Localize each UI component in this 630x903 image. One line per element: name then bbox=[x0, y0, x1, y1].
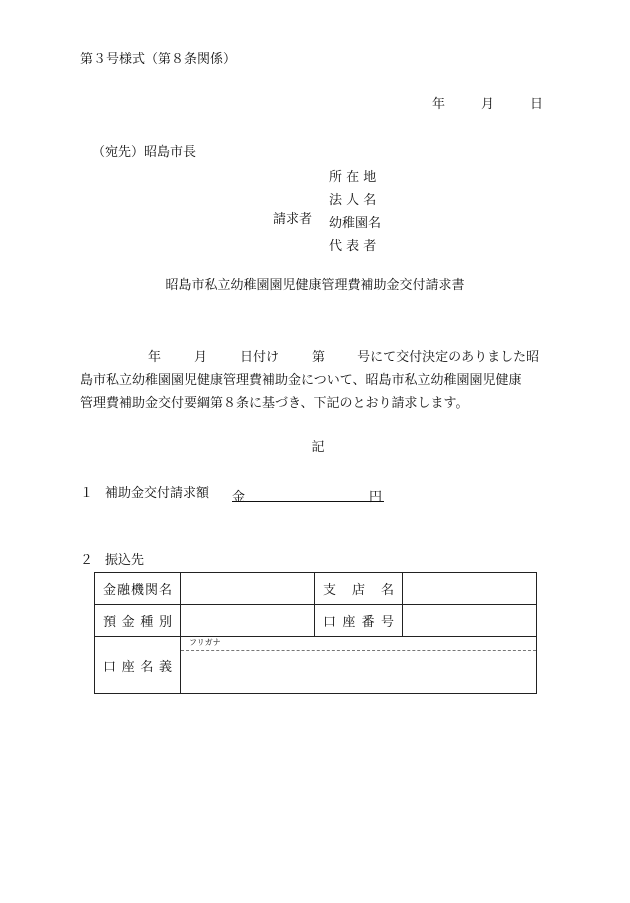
body-line2: 島市私立幼稚園園児健康管理費補助金について、昭島市私立幼稚園園児健康 bbox=[80, 373, 522, 388]
item2-label: 振込先 bbox=[105, 553, 145, 568]
furigana-divider bbox=[181, 650, 536, 651]
account-number-label: 口 座 番 号 bbox=[315, 605, 403, 637]
form-number: 第３号様式（第８条関係） bbox=[80, 52, 237, 67]
date-line bbox=[432, 98, 543, 111]
ki-heading: 記 bbox=[311, 440, 325, 455]
requester-label: 請求者 bbox=[273, 212, 313, 227]
body-line1-rest: 号にて交付決定のありました昭 bbox=[357, 350, 540, 365]
requester-fields bbox=[329, 166, 381, 258]
document-title: 昭島市私立幼稚園園児健康管理費補助金交付請求書 bbox=[165, 278, 465, 293]
bank-name-label: 金融機関名 bbox=[95, 573, 181, 605]
deposit-type-field[interactable] bbox=[181, 605, 315, 637]
field-representative-label: 代 表 者 bbox=[329, 239, 377, 254]
date-year: 年 bbox=[432, 97, 446, 112]
amount-prefix: 金 bbox=[232, 490, 246, 505]
amount-suffix: 円 bbox=[368, 490, 382, 505]
body-number-prefix: 第 bbox=[312, 350, 326, 365]
body-date-suffix: 日付け bbox=[240, 350, 280, 365]
body-line3: 管理費補助金交付要綱第８条に基づき、下記のとおり請求します。 bbox=[80, 396, 469, 411]
account-holder-label: 口 座 名 義 bbox=[95, 637, 181, 694]
account-number-field[interactable] bbox=[403, 605, 537, 637]
date-month: 月 bbox=[481, 97, 495, 112]
bank-table bbox=[94, 572, 537, 694]
bank-name-field[interactable] bbox=[181, 573, 315, 605]
field-address-label: 所 在 地 bbox=[329, 170, 377, 185]
deposit-type-label: 預 金 種 別 bbox=[95, 605, 181, 637]
field-corporation-label: 法 人 名 bbox=[329, 193, 377, 208]
body-year: 年 bbox=[148, 350, 162, 365]
item1 bbox=[80, 487, 209, 500]
branch-field[interactable] bbox=[403, 573, 537, 605]
furigana-label: フリガナ bbox=[189, 638, 221, 647]
item2-number: ２ bbox=[80, 553, 94, 568]
field-kindergarten-label: 幼稚園名 bbox=[329, 216, 382, 231]
account-holder-field[interactable] bbox=[181, 637, 537, 694]
branch-label: 支 店 名 bbox=[315, 573, 403, 605]
amount-field[interactable] bbox=[232, 485, 384, 505]
item1-label: 補助金交付請求額 bbox=[105, 486, 210, 501]
addressee: （宛先）昭島市長 bbox=[92, 145, 197, 160]
item2 bbox=[80, 554, 144, 567]
date-day: 日 bbox=[530, 97, 544, 112]
item1-number: １ bbox=[80, 486, 94, 501]
body-month: 月 bbox=[194, 350, 208, 365]
body-text bbox=[80, 346, 560, 415]
